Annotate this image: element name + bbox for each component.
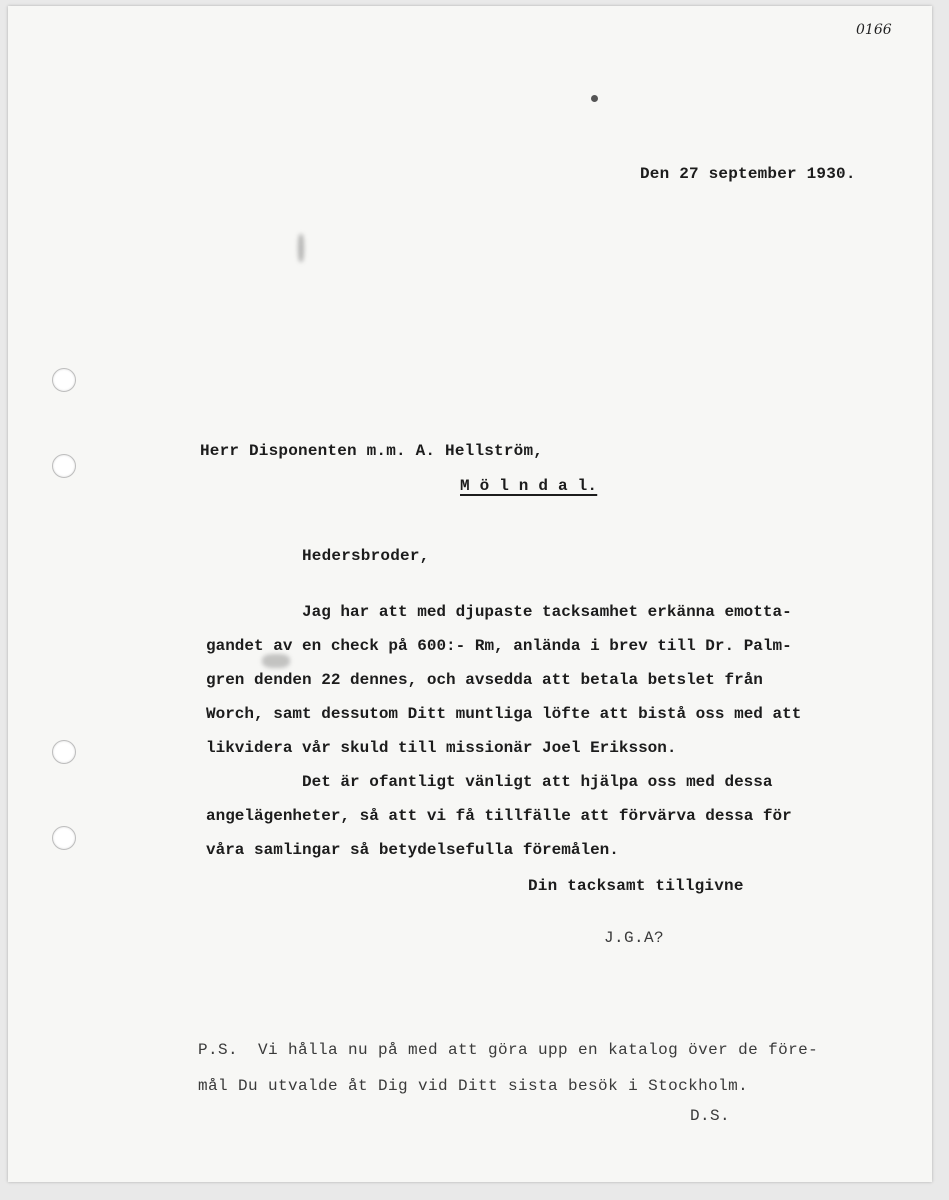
recipient-name: Herr Disponenten m.m. A. Hellström,	[200, 442, 544, 460]
body-line: gren denden 22 dennes, och avsedda att betala betslet från	[206, 671, 763, 689]
body-line: Det är ofantligt vänligt att hjälpa oss med dessa	[302, 773, 773, 791]
body-line: våra samlingar så betydelsefulla föremålen.	[206, 841, 619, 859]
body-line: Worch, samt dessutom Ditt muntliga löfte att bistå oss med att	[206, 705, 802, 723]
letter-body	[206, 595, 866, 867]
date-line: Den 27 september 1930.	[640, 165, 856, 183]
punch-hole	[52, 454, 76, 478]
postscript-initials: D.S.	[690, 1107, 731, 1125]
body-line: likvidera vår skuld till missionär Joel Eriksson.	[206, 739, 677, 757]
body-line: Jag har att med djupaste tacksamhet erkänna emotta-	[302, 603, 792, 621]
punch-hole	[52, 826, 76, 850]
salutation: Hedersbroder,	[302, 547, 430, 565]
archive-number: 0166	[856, 22, 892, 38]
postscript-line: mål Du utvalde åt Dig vid Ditt sista besök i Stockholm.	[198, 1077, 749, 1095]
body-line: gandet av en check på 600:- Rm, anlända i brev till Dr. Palm-	[206, 637, 792, 655]
punch-hole	[52, 740, 76, 764]
closing: Din tacksamt tillgivne	[528, 877, 744, 895]
smudge-mark	[298, 234, 304, 262]
recipient-city: M ö l n d a l.	[460, 477, 598, 495]
postscript-line: P.S. Vi hålla nu på med att göra upp en katalog över de före-	[198, 1041, 819, 1059]
ink-dot	[591, 95, 598, 102]
body-line: angelägenheter, så att vi få tillfälle att förvärva dessa för	[206, 807, 792, 825]
letter-page	[8, 6, 932, 1182]
signature-initials: J.G.A?	[604, 929, 665, 947]
punch-hole	[52, 368, 76, 392]
